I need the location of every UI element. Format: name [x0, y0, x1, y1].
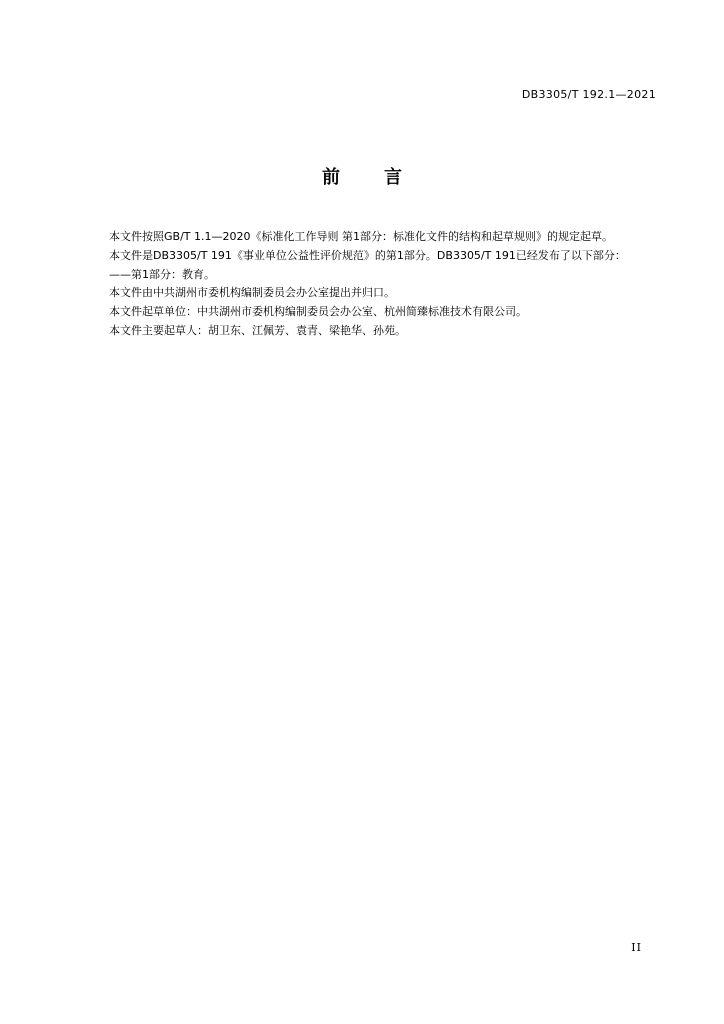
paragraph-drafting-units: 本文件起草单位：中共湖州市委机构编制委员会办公室、杭州简臻标准技术有限公司。	[109, 305, 527, 319]
section-title: 前言	[322, 167, 446, 188]
document-code: DB3305/T 192.1—2021	[521, 88, 656, 101]
paragraph-drafters: 本文件主要起草人：胡卫东、江佩芳、袁青、梁艳华、孙苑。	[109, 323, 406, 337]
paragraph-drafting-rules: 本文件按照GB/T 1.1—2020《标准化工作导则 第1部分：标准化文件的结构和起草规则》的规定起草。	[109, 230, 613, 243]
paragraph-series-parts: 本文件是DB3305/T 191《事业单位公益性评价规范》的第1部分。DB3305/T 191已经发布了以下部分：	[109, 248, 626, 262]
paragraph-proposer: 本文件由中共湖州市委机构编制委员会办公室提出并归口。	[109, 286, 395, 300]
page-number: II	[631, 941, 642, 954]
paragraph-part-list: ——第1部分：教育。	[109, 267, 215, 281]
foreword-body	[86, 228, 656, 341]
